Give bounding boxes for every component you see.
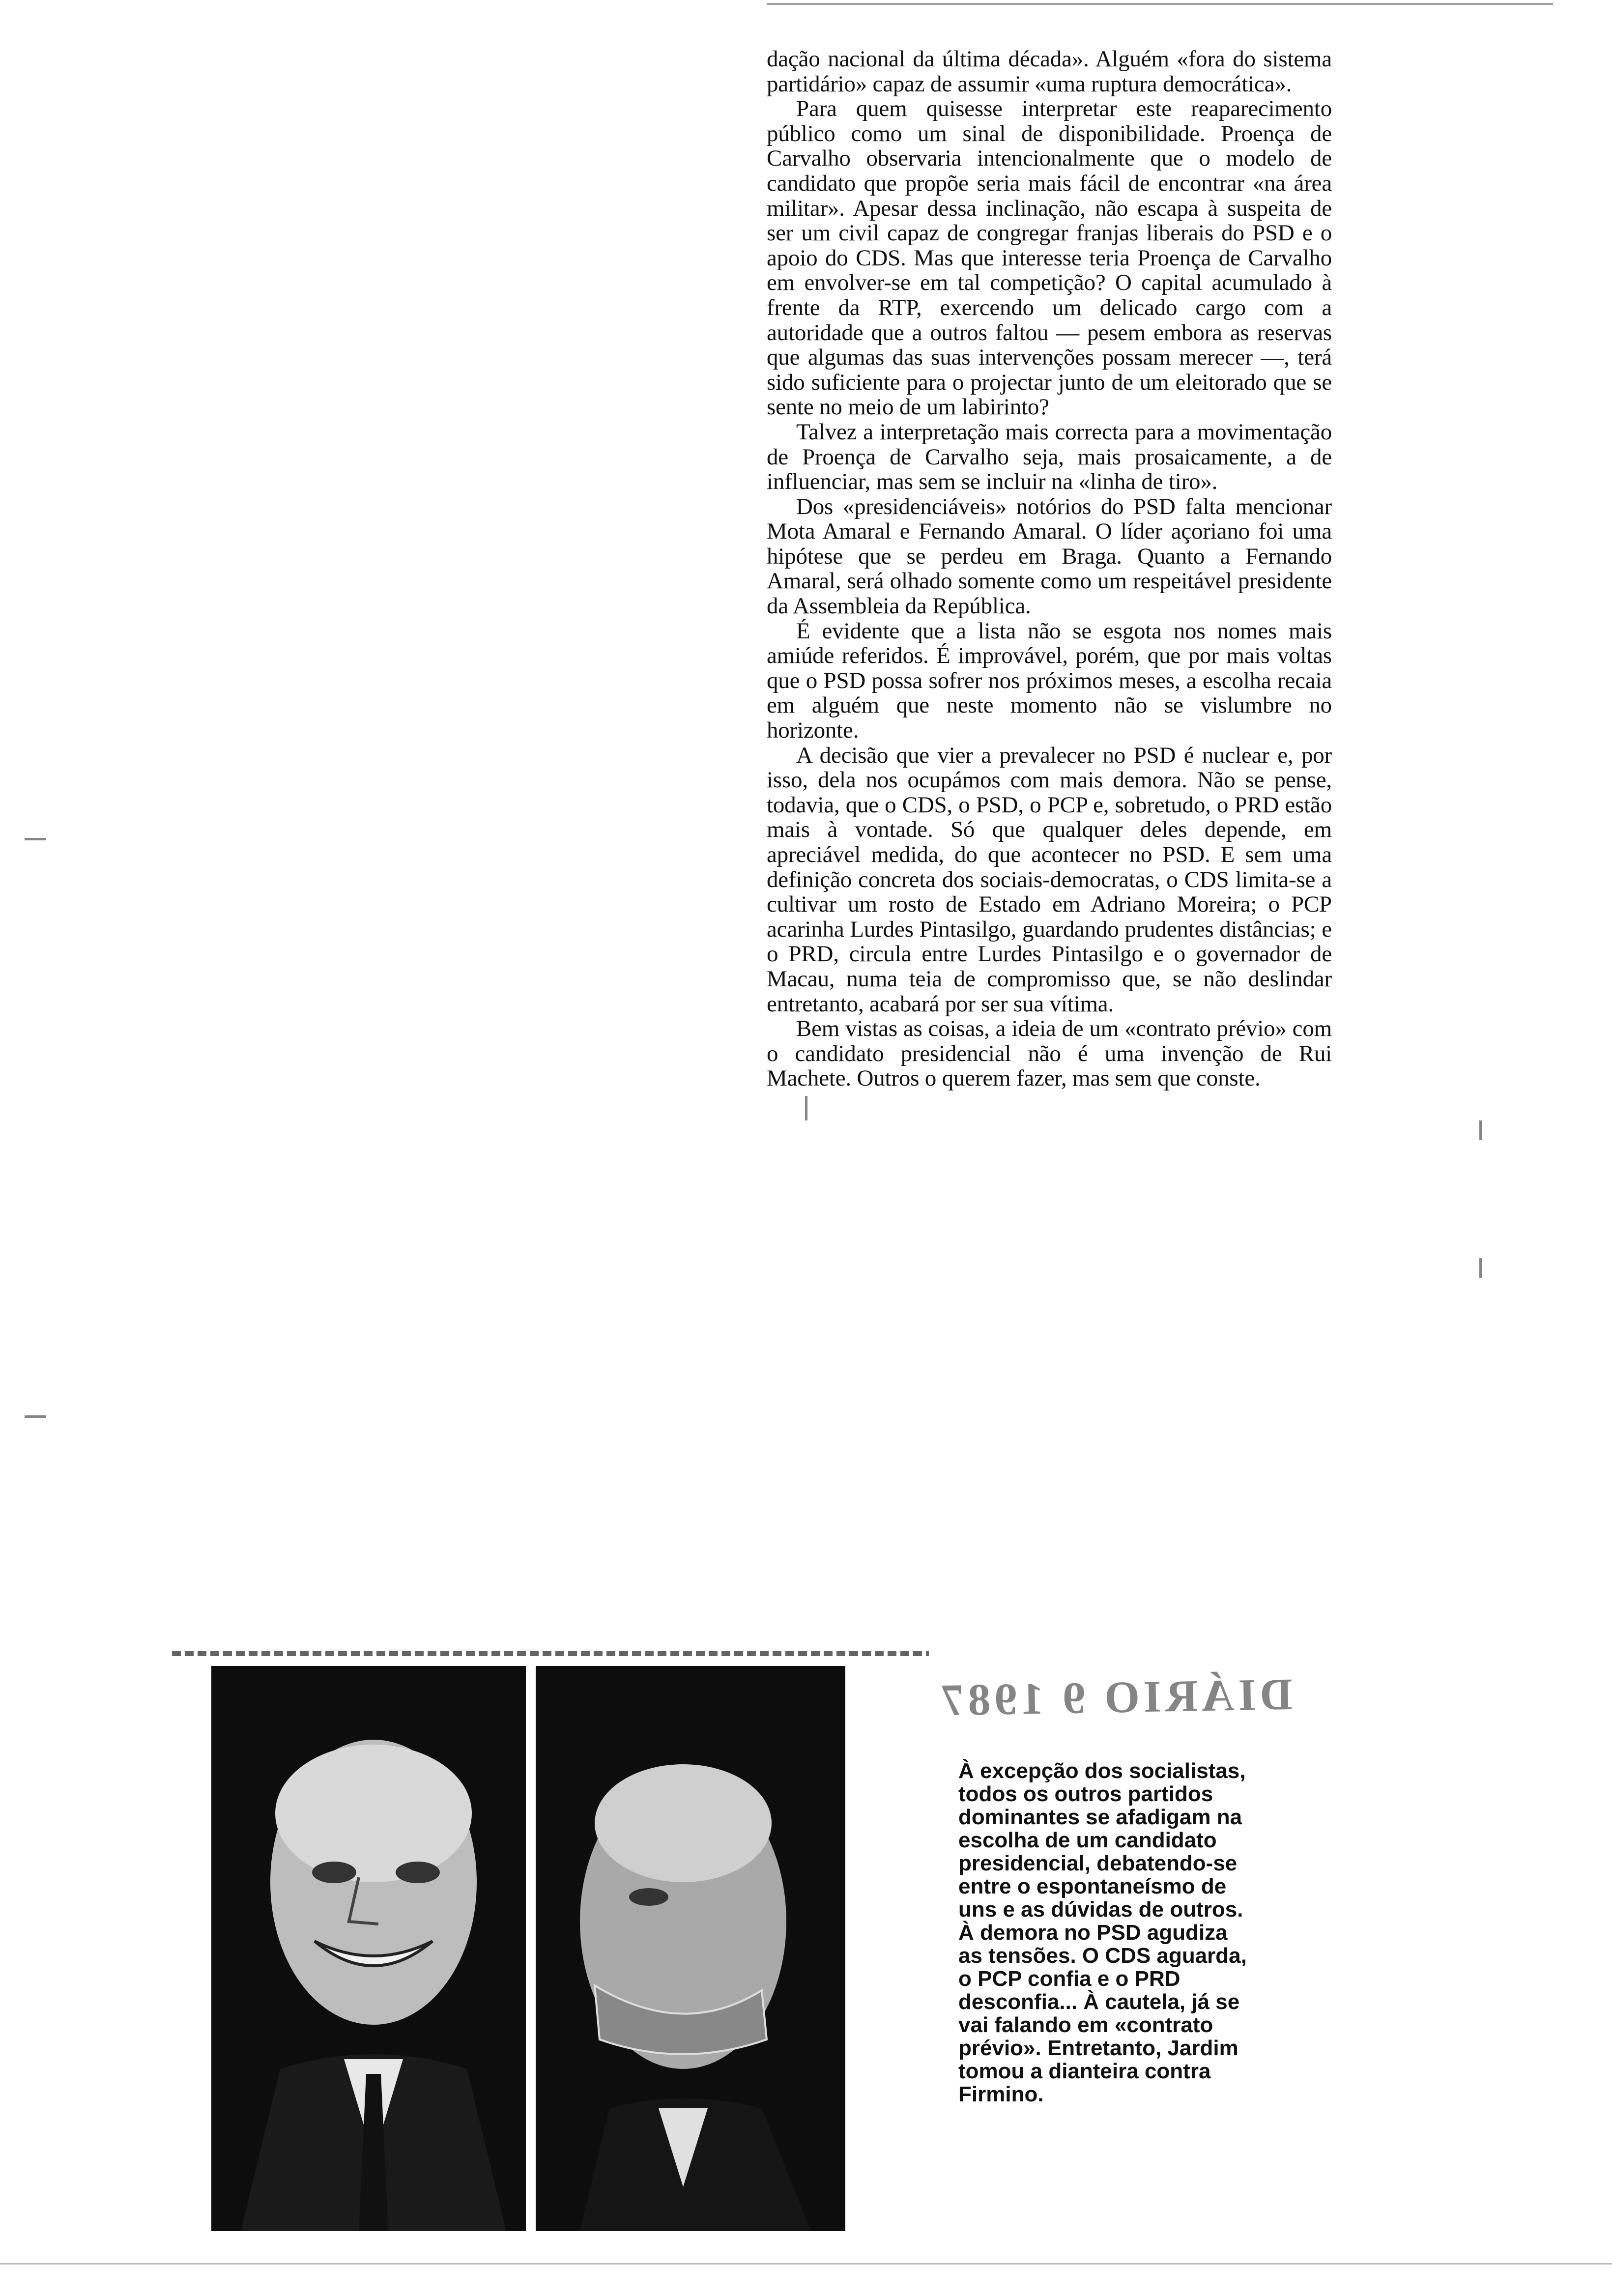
top-edge-rule — [767, 3, 1553, 5]
portrait-photo-right — [536, 1666, 845, 2231]
article-paragraph-6: A decisão que vier a prevalecer no PSD é nuclear e, por isso, dela nos ocupámos com mais demora. Não se pense, todavia, que o CDS, o PSD, o PCP e, sobretudo, o PRD estão mais à vontade. Só que qualquer deles depende, em apreciável medida, do que acontecer no PSD. E sem uma definição concreta dos sociais-democratas, o CDS limita-se a cultivar um rosto de Estado em Adriano Moreira; o PCP acarinha Lurdes Pintasilgo, guardando prudentes distâncias; e o PRD, circula entre Lurdes Pintasilgo e o governador de Macau, numa teia de compromisso que, se não deslindar entretanto, acabará por ser sua vítima. — [767, 742, 1332, 1017]
margin-mark — [25, 838, 46, 840]
photo-top-rule — [172, 1651, 929, 1656]
article-paragraph-3: Talvez a interpretação mais correcta para a movimentação de Proença de Carvalho seja, mais prosaicamente, a de influenciar, mas sem se incluir na «linha de tiro». — [767, 419, 1332, 495]
margin-mark — [1479, 1258, 1482, 1278]
article-paragraph-4: Dos «presidenciáveis» notórios do PSD falta mencionar Mota Amaral e Fernando Amaral. O líder açoriano foi uma hipótese que se perdeu em Braga. Quanto a Fernando Amaral, será olhado somente como um respeitável presidente da Assembleia da República. — [767, 493, 1332, 619]
article-paragraph-2: Para quem quisesse interpretar este reaparecimento público como um sinal de disponibilidade. Proença de Carvalho observaria intencionalmente que o modelo de candidato que propõe seria mais fácil de encontrar «na área militar». Apesar dessa inclinação, não escapa à suspeita de ser um civil capaz de congregar franjas liberais do PSD e o apoio do CDS. Mas que interesse teria Proença de Carvalho em envolver-se em tal competição? O capital acumulado à frente da RTP, exercendo um delicado cargo com a autoridade que a outros faltou — pesem embora as reservas que algumas das suas intervenções possam merecer —, terá sido suficiente para o projectar junto de um eleitorado que se sente no meio de um labirinto? — [767, 96, 1332, 420]
margin-mark — [25, 1415, 46, 1418]
photo-frame — [172, 1651, 929, 2231]
article-paragraph-7: Bem vistas as coisas, a ideia de um «contrato prévio» com o candidato presidencial não é uma invenção de Rui Machete. Outros o querem fazer, mas sem que conste. — [767, 1016, 1332, 1091]
article-paragraph-1: dação nacional da última década». Alguém «fora do sistema partidário» capaz de assumir «uma ruptura democrática». — [767, 46, 1332, 97]
portrait-photo-left — [211, 1666, 526, 2231]
margin-mark — [1479, 1120, 1482, 1140]
margin-mark — [805, 1096, 807, 1120]
bottom-edge-rule — [0, 2263, 1612, 2265]
portrait-right-graphic — [536, 1666, 845, 2231]
portrait-left-graphic — [211, 1666, 526, 2231]
faded-date-stamp: DIÁRIO 9 1987 — [937, 1668, 1293, 1725]
article-column — [767, 47, 1332, 1091]
article-paragraph-5: É evidente que a lista não se esgota nos nomes mais amiúde referidos. É improvável, porém, que por mais voltas que o PSD possa sofrer nos próximos meses, a escolha recaia em alguém que neste momento não se vislumbre no horizonte. — [767, 618, 1332, 744]
photo-caption: À excepção dos socialistas, todos os outros partidos dominantes se afadigam na escolha de um candidato presidencial, debatendo-se entre o espontaneísmo de uns e as dúvidas de outros. À demora no PSD agudiza as tensões. O CDS aguarda, o PCP confia e o PRD desconfia... À cautela, já se vai falando em «contrato prévio». Entretanto, Jardim tomou a dianteira contra Firmino. — [958, 1759, 1247, 2106]
